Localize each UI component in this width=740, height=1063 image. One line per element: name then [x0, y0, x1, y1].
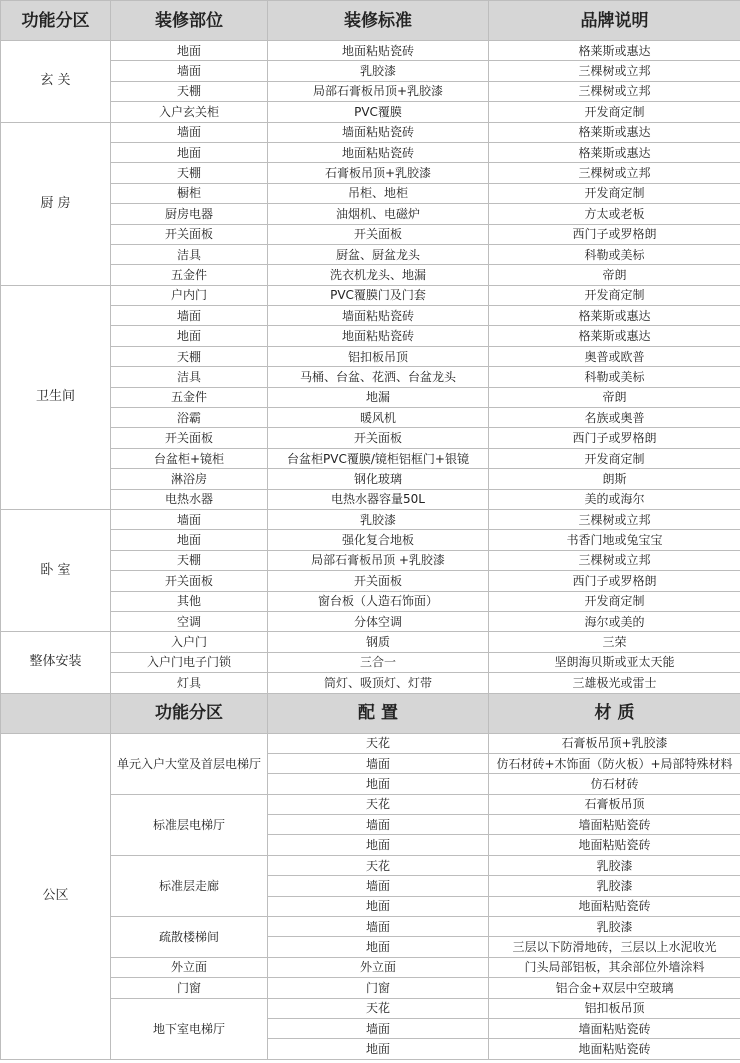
table-row	[1, 571, 740, 591]
table-cell: 开关面板	[268, 428, 489, 448]
table-row	[1, 285, 740, 305]
table-cell: 入户门电子门锁	[111, 652, 268, 672]
table-cell: 灯具	[111, 673, 268, 693]
table-cell: 三层以下防滑地砖，三层以上水泥收光	[489, 937, 740, 957]
table-cell: 外立面	[268, 957, 489, 977]
table-row	[1, 591, 740, 611]
table-cell: 洗衣机龙头、地漏	[268, 265, 489, 285]
table-row	[1, 142, 740, 162]
table-cell: 科勒或美标	[489, 244, 740, 264]
zone-cell: 公区	[1, 733, 111, 1059]
table-row	[1, 387, 740, 407]
public-header-row	[1, 693, 740, 733]
table-cell: 墙面粘贴瓷砖	[268, 122, 489, 142]
table-row	[1, 957, 740, 977]
table-cell: 电热水器	[111, 489, 268, 509]
table-cell: 地面	[268, 774, 489, 794]
group-cell: 标准层走廊	[111, 855, 268, 916]
table-cell: 地面	[111, 41, 268, 61]
table-cell: 橱柜	[111, 183, 268, 203]
table-cell: PVC覆膜	[268, 102, 489, 122]
table-cell: 朗斯	[489, 469, 740, 489]
table-row	[1, 794, 740, 814]
table-cell: 台盆柜+镜柜	[111, 448, 268, 468]
table-cell: 西门子或罗格朗	[489, 571, 740, 591]
header-row	[1, 1, 740, 41]
table-row	[1, 550, 740, 570]
table-cell: 名族或奥普	[489, 408, 740, 428]
column-header: 材 质	[489, 693, 740, 733]
column-header: 配 置	[268, 693, 489, 733]
table-cell: 墙面粘贴瓷砖	[489, 815, 740, 835]
column-header: 装修部位	[111, 1, 268, 41]
table-cell: 地面	[268, 835, 489, 855]
table-cell: 帝朗	[489, 387, 740, 407]
table-cell: 门头局部铝板，其余部位外墙涂料	[489, 957, 740, 977]
table-cell: 海尔或美的	[489, 611, 740, 631]
table-cell: 局部石膏板吊顶 +乳胶漆	[268, 550, 489, 570]
table-cell: 墙面	[268, 917, 489, 937]
table-row	[1, 652, 740, 672]
table-cell: 开发商定制	[489, 183, 740, 203]
table-cell: 淋浴房	[111, 469, 268, 489]
table-row	[1, 469, 740, 489]
column-header: 装修标准	[268, 1, 489, 41]
table-cell: 乳胶漆	[489, 917, 740, 937]
table-cell: 马桶、台盆、花洒、台盆龙头	[268, 367, 489, 387]
table-cell: 五金件	[111, 387, 268, 407]
table-row	[1, 998, 740, 1018]
table-cell: 石膏板吊顶+乳胶漆	[268, 163, 489, 183]
table-cell: 书香门地或兔宝宝	[489, 530, 740, 550]
table-cell: 三棵树或立邦	[489, 61, 740, 81]
table-cell: 地面	[268, 896, 489, 916]
table-cell: 三荣	[489, 632, 740, 652]
table-cell: 坚朗海贝斯或亚太天能	[489, 652, 740, 672]
table-cell: 厨盆、厨盆龙头	[268, 244, 489, 264]
table-cell: 地面粘贴瓷砖	[268, 326, 489, 346]
table-row	[1, 509, 740, 529]
table-cell: 仿石材砖+木饰面（防火板）+局部特殊材料	[489, 753, 740, 773]
table-cell: 墙面	[111, 509, 268, 529]
table-cell: 方太或老板	[489, 204, 740, 224]
table-cell: 美的或海尔	[489, 489, 740, 509]
table-row	[1, 163, 740, 183]
zone-cell: 玄 关	[1, 41, 111, 123]
group-cell: 标准层电梯厅	[111, 794, 268, 855]
table-cell: 开关面板	[111, 571, 268, 591]
table-cell: 天棚	[111, 346, 268, 366]
table-cell: 西门子或罗格朗	[489, 428, 740, 448]
group-cell: 外立面	[111, 957, 268, 977]
table-cell: 开关面板	[111, 224, 268, 244]
table-cell: 墙面	[111, 61, 268, 81]
table-cell: 地面	[111, 142, 268, 162]
table-cell: 入户门	[111, 632, 268, 652]
table-cell: 三合一	[268, 652, 489, 672]
table-row	[1, 978, 740, 998]
table-cell: 地面	[268, 1039, 489, 1059]
table-cell: 开发商定制	[489, 591, 740, 611]
table-cell: 墙面粘贴瓷砖	[489, 1018, 740, 1038]
table-cell: 地面粘贴瓷砖	[268, 41, 489, 61]
table-cell: 地面	[268, 937, 489, 957]
group-cell: 地下室电梯厅	[111, 998, 268, 1059]
table-cell: 三棵树或立邦	[489, 81, 740, 101]
zone-cell: 厨 房	[1, 122, 111, 285]
table-cell: 石膏板吊顶+乳胶漆	[489, 733, 740, 753]
table-cell: 地面粘贴瓷砖	[489, 1039, 740, 1059]
table-cell: 天棚	[111, 163, 268, 183]
table-row	[1, 428, 740, 448]
table-cell: 开发商定制	[489, 102, 740, 122]
table-row	[1, 224, 740, 244]
table-cell: 地面粘贴瓷砖	[268, 142, 489, 162]
table-cell: 洁具	[111, 367, 268, 387]
table-row	[1, 122, 740, 142]
table-cell: 墙面	[111, 122, 268, 142]
group-cell: 门窗	[111, 978, 268, 998]
table-cell: 格莱斯或惠达	[489, 122, 740, 142]
table-cell: 五金件	[111, 265, 268, 285]
table-cell: 钢质	[268, 632, 489, 652]
table-cell: 地面粘贴瓷砖	[489, 835, 740, 855]
table-cell: 科勒或美标	[489, 367, 740, 387]
table-cell: 乳胶漆	[489, 855, 740, 875]
table-row	[1, 265, 740, 285]
column-header	[1, 693, 111, 733]
table-row	[1, 855, 740, 875]
table-cell: 天花	[268, 998, 489, 1018]
table-cell: 墙面	[268, 753, 489, 773]
table-cell: 墙面粘贴瓷砖	[268, 306, 489, 326]
table-cell: 铝扣板吊顶	[268, 346, 489, 366]
table-cell: 墙面	[268, 815, 489, 835]
table-cell: 天花	[268, 733, 489, 753]
table-row	[1, 611, 740, 631]
table-cell: 浴霸	[111, 408, 268, 428]
table-cell: 厨房电器	[111, 204, 268, 224]
table-row	[1, 326, 740, 346]
table-cell: 洁具	[111, 244, 268, 264]
table-row	[1, 917, 740, 937]
table-row	[1, 408, 740, 428]
table-cell: 局部石膏板吊顶+乳胶漆	[268, 81, 489, 101]
zone-cell: 卫生间	[1, 285, 111, 509]
table-body	[1, 1, 740, 1060]
table-cell: 地面	[111, 530, 268, 550]
table-cell: 乳胶漆	[489, 876, 740, 896]
table-cell: 石膏板吊顶	[489, 794, 740, 814]
table-row	[1, 244, 740, 264]
table-cell: 西门子或罗格朗	[489, 224, 740, 244]
table-cell: 强化复合地板	[268, 530, 489, 550]
table-row	[1, 61, 740, 81]
table-cell: 油烟机、电磁炉	[268, 204, 489, 224]
table-cell: 开关面板	[268, 224, 489, 244]
table-cell: 三棵树或立邦	[489, 550, 740, 570]
table-cell: 铝合金+双层中空玻璃	[489, 978, 740, 998]
table-cell: 入户玄关柜	[111, 102, 268, 122]
table-cell: 墙面	[268, 876, 489, 896]
table-cell: 墙面	[111, 306, 268, 326]
table-cell: 其他	[111, 591, 268, 611]
zone-cell: 整体安装	[1, 632, 111, 693]
table-row	[1, 733, 740, 753]
table-row	[1, 102, 740, 122]
table-cell: 天棚	[111, 81, 268, 101]
table-cell: 户内门	[111, 285, 268, 305]
table-cell: 空调	[111, 611, 268, 631]
table-cell: 地面	[111, 326, 268, 346]
group-cell: 单元入户大堂及首层电梯厅	[111, 733, 268, 794]
table-row	[1, 41, 740, 61]
table-cell: 钢化玻璃	[268, 469, 489, 489]
table-cell: 电热水器容量50L	[268, 489, 489, 509]
table-cell: 门窗	[268, 978, 489, 998]
table-cell: 铝扣板吊顶	[489, 998, 740, 1018]
group-cell: 疏散楼梯间	[111, 917, 268, 958]
table-cell: 格莱斯或惠达	[489, 306, 740, 326]
table-cell: 开发商定制	[489, 285, 740, 305]
column-header: 功能分区	[111, 693, 268, 733]
table-cell: 三棵树或立邦	[489, 163, 740, 183]
table-cell: 吊柜、地柜	[268, 183, 489, 203]
table-row	[1, 346, 740, 366]
table-cell: 乳胶漆	[268, 509, 489, 529]
column-header: 功能分区	[1, 1, 111, 41]
table-cell: 开关面板	[111, 428, 268, 448]
table-cell: 格莱斯或惠达	[489, 142, 740, 162]
table-cell: 格莱斯或惠达	[489, 41, 740, 61]
table-cell: 筒灯、吸顶灯、灯带	[268, 673, 489, 693]
table-row	[1, 367, 740, 387]
table-cell: 格莱斯或惠达	[489, 326, 740, 346]
table-row	[1, 306, 740, 326]
table-cell: 开关面板	[268, 571, 489, 591]
table-row	[1, 183, 740, 203]
zone-cell: 卧 室	[1, 509, 111, 631]
table-row	[1, 448, 740, 468]
table-cell: 天花	[268, 794, 489, 814]
table-cell: 分体空调	[268, 611, 489, 631]
table-cell: 乳胶漆	[268, 61, 489, 81]
table-cell: 奥普或欧普	[489, 346, 740, 366]
table-cell: 三雄极光或雷士	[489, 673, 740, 693]
table-cell: 暖风机	[268, 408, 489, 428]
table-cell: 三棵树或立邦	[489, 509, 740, 529]
table-row	[1, 530, 740, 550]
table-row	[1, 673, 740, 693]
table-row	[1, 632, 740, 652]
table-cell: 地漏	[268, 387, 489, 407]
table-cell: 天花	[268, 855, 489, 875]
table-row	[1, 81, 740, 101]
table-cell: 窗台板（人造石饰面）	[268, 591, 489, 611]
table-row	[1, 204, 740, 224]
table-cell: 天棚	[111, 550, 268, 570]
table-cell: 仿石材砖	[489, 774, 740, 794]
table-cell: 墙面	[268, 1018, 489, 1038]
column-header: 品牌说明	[489, 1, 740, 41]
table-row	[1, 489, 740, 509]
table-cell: 地面粘贴瓷砖	[489, 896, 740, 916]
table-cell: 台盆柜PVC覆膜/镜柜铝框门+银镜	[268, 448, 489, 468]
table-cell: 开发商定制	[489, 448, 740, 468]
table-cell: 帝朗	[489, 265, 740, 285]
table-cell: PVC覆膜门及门套	[268, 285, 489, 305]
